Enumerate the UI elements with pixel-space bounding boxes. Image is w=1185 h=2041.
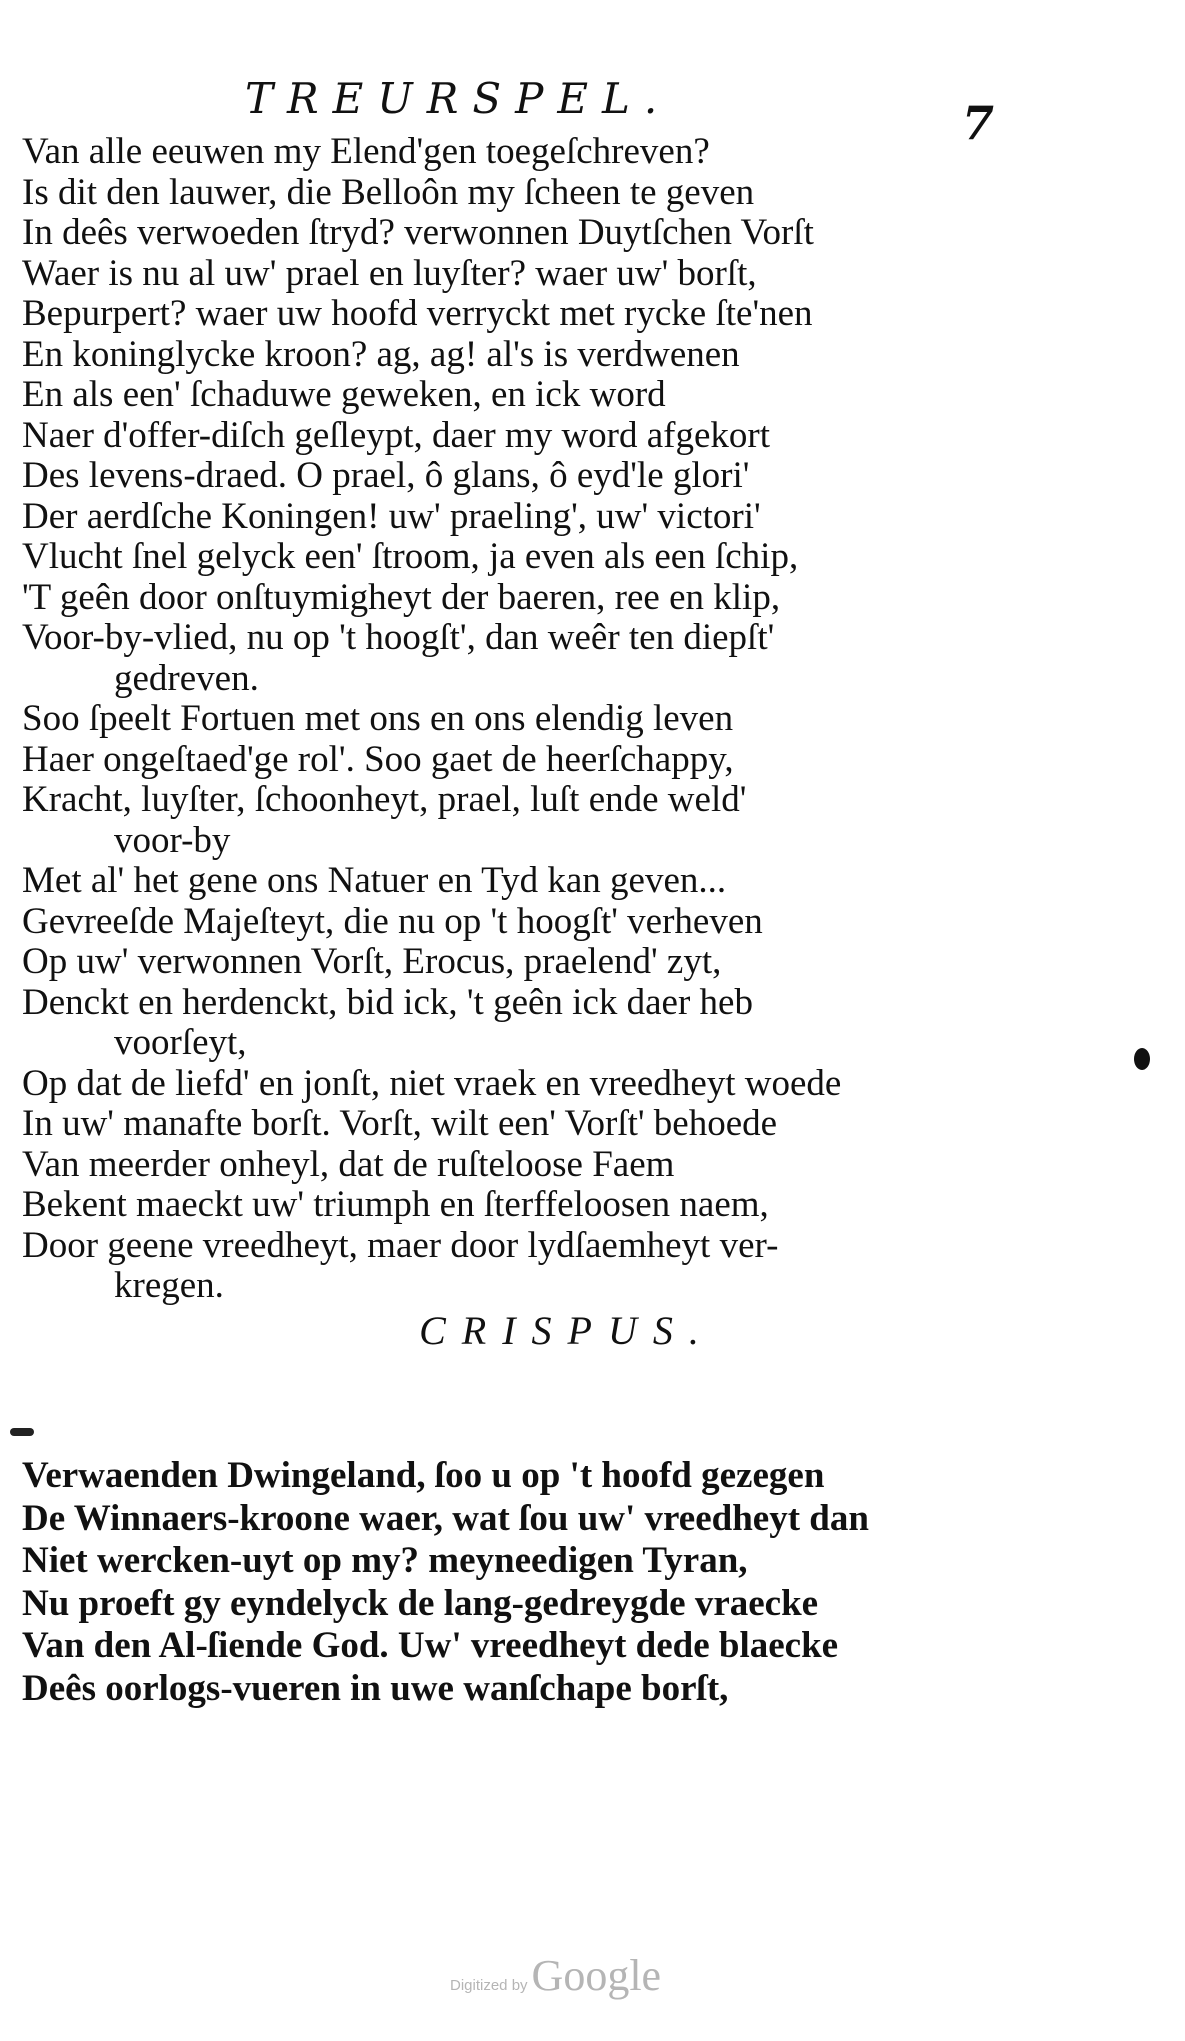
verse-line: Op uw' verwonnen Vorſt, Erocus, praelend' zyt, xyxy=(22,941,722,982)
verse-line: Waer is nu al uw' prael en luyſter? waer uw' borſt, xyxy=(22,252,757,294)
verse-line: Van alle eeuwen my Elend'gen toegeſchreven? xyxy=(22,131,710,172)
verse-line: Des levens-draed. O prael, ô glans, ô eyd'le glori' xyxy=(22,455,750,496)
google-logo: Google xyxy=(531,1951,662,2000)
verse-line: Met al' het gene ons Natuer en Tyd kan geven... xyxy=(22,860,727,901)
verse-line-continuation: voor-by xyxy=(114,819,231,861)
verse-block-1 xyxy=(22,132,1002,1355)
speaker-name: CRISPUS. xyxy=(419,1307,715,1353)
page-number: 7 xyxy=(962,96,995,150)
verse-line: En als een' ſchaduwe geweken, en ick word xyxy=(22,374,666,415)
verse-line: Is dit den lauwer, die Belloôn my ſcheen te geven xyxy=(22,171,755,213)
verse-line: In uw' manafte borſt. Vorſt, wilt een' Vorſt' behoede xyxy=(22,1103,778,1144)
verse-line: Haer ongeſtaed'ge rol'. Soo gaet de heerſchappy, xyxy=(22,738,734,780)
running-title: TREURSPEL. xyxy=(245,74,672,123)
verse-line: In deês verwoeden ſtryd? verwonnen Duytſchen Vorſt xyxy=(22,212,814,253)
digitized-watermark xyxy=(450,1950,661,2001)
verse-line: De Winnaers-kroone waer, wat ſou uw' vreedheyt dan xyxy=(22,1497,869,1539)
verse-line: Door geene vreedheyt, maer door lydſaemheyt ver- xyxy=(22,1224,779,1266)
verse-line: Vlucht ſnel gelyck een' ſtroom, ja even als een ſchip, xyxy=(22,536,799,577)
verse-line-continuation: gedreven. xyxy=(114,657,259,699)
verse-line: Nu proeft gy eyndelyck de lang-gedreygde vraecke xyxy=(22,1582,819,1624)
verse-line: Denckt en herdenckt, bid ick, 't geên ick daer heb xyxy=(22,981,753,1023)
verse-line: Soo ſpeelt Fortuen met ons en ons elendig leven xyxy=(22,698,734,739)
verse-line: Der aerdſche Koningen! uw' praeling', uw' victori' xyxy=(22,495,761,537)
verse-line: Kracht, luyſter, ſchoonheyt, prael, luſt ende weld' xyxy=(22,779,747,820)
verse-line: Bepurpert? waer uw hoofd verryckt met rycke ſte'nen xyxy=(22,293,813,334)
verse-line-continuation: kregen. xyxy=(114,1265,224,1306)
verse-line: Bekent maeckt uw' triumph en ſterffeloosen naem, xyxy=(22,1184,769,1225)
verse-line: 'T geên door onſtuymigheyt der baeren, ree en klip, xyxy=(22,576,781,618)
verse-line: Van den Al-ſiende God. Uw' vreedheyt dede blaecke xyxy=(22,1625,839,1666)
verse-line: Niet wercken-uyt op my? meyneedigen Tyran, xyxy=(22,1540,748,1581)
verse-line: Verwaenden Dwingeland, ſoo u op 't hoofd gezegen xyxy=(22,1455,825,1496)
verse-line-continuation: voorſeyt, xyxy=(114,1022,247,1063)
speaker-dash-mark xyxy=(10,1428,34,1436)
verse-line: Voor-by-vlied, nu op 't hoogſt', dan weêr ten diepſt' xyxy=(22,617,775,658)
verse-line: Deês oorlogs-vueren in uwe wanſchape borſt, xyxy=(22,1667,729,1709)
verse-line: En koninglycke kroon? ag, ag! al's is verdwenen xyxy=(22,333,740,375)
verse-line: Van meerder onheyl, dat de ruſteloose Faem xyxy=(22,1143,675,1185)
verse-line: Gevreeſde Majeſteyt, die nu op 't hoogſt' verheven xyxy=(22,900,763,942)
watermark-prefix: Digitized by xyxy=(450,1977,528,1994)
verse-line: Op dat de liefd' en jonſt, niet vraek en vreedheyt woede xyxy=(22,1062,842,1104)
ink-blot xyxy=(1134,1048,1150,1070)
verse-line: Naer d'offer-diſch geſleypt, daer my word afgekort xyxy=(22,414,771,456)
verse-block-2 xyxy=(22,1455,1012,1710)
